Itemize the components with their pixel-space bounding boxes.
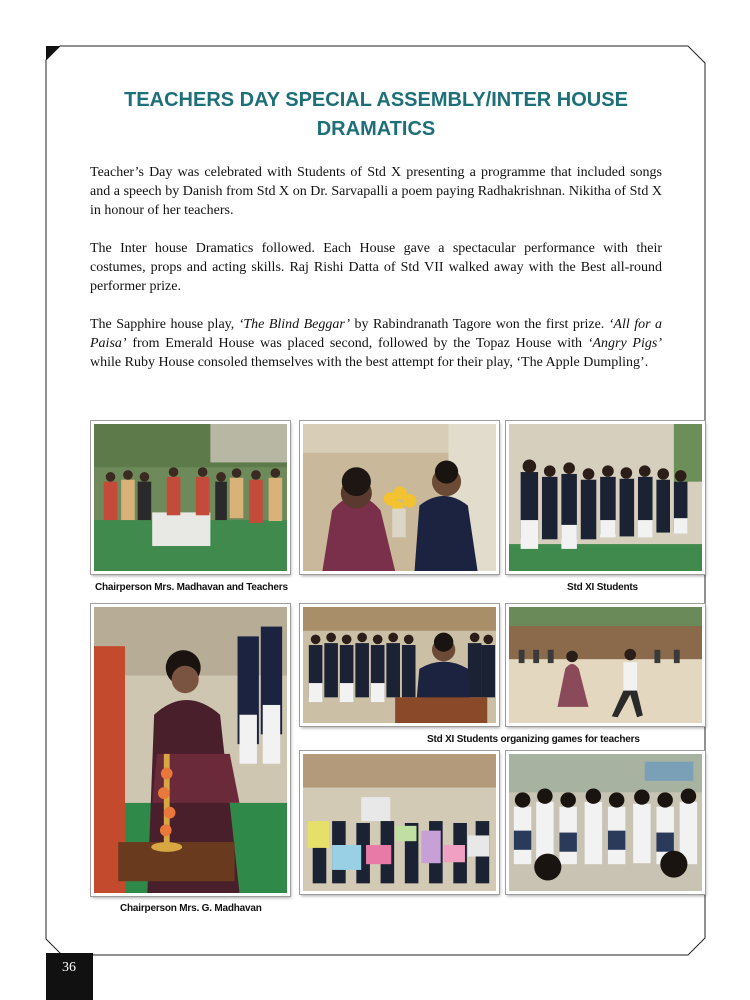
photo-std-xi-students	[506, 421, 705, 574]
page-title: TEACHERS DAY SPECIAL ASSEMBLY/INTER HOUSE DRAMATICS	[124, 89, 628, 140]
results-text-2: by Rabindranath Tagore won the first prize.	[350, 317, 609, 332]
photo-students-crowd	[506, 751, 705, 894]
play-title-all-for-a-paisa: ‘All for a Paisa’	[90, 317, 663, 351]
paragraph-dramatics: The Inter house Dramatics followed. Each House gave a spectacular performance with their costumes, props and acting skills. Raj Rishi Datta of Std VII walked away with the Best all-round performer prize.	[90, 241, 662, 294]
results-text-3: from Emerald House was placed second, followed by the Topaz House with	[126, 336, 588, 351]
photo-games-for-teachers	[506, 604, 705, 726]
photo-placards	[300, 751, 499, 894]
paragraph-teachers-day: Teacher’s Day was celebrated with Students of Std X presenting a programme that included songs and a speech by Danish from Std X on Dr. Sarvapalli a poem paying Radhakrishnan. Nikitha of Std X in honour of her teachers.	[90, 165, 662, 218]
play-title-angry-pigs: ‘Angry Pigs’	[587, 336, 662, 351]
play-title-blind-beggar: ‘The Blind Beggar’	[238, 317, 351, 332]
results-text-4: while Ruby House consoled themselves with the best attempt for their play, ‘The Apple Dumpling’.	[90, 355, 649, 370]
photo-students-podium	[300, 604, 499, 726]
caption-games-for-teachers: Std XI Students organizing games for teachers	[427, 734, 640, 745]
caption-std-xi-students: Std XI Students	[567, 582, 638, 593]
caption-chairperson-lamp: Chairperson Mrs. G. Madhavan	[120, 903, 262, 914]
photo-flower-presentation	[300, 421, 499, 574]
page-number: 36	[62, 960, 76, 975]
caption-chairperson-teachers: Chairperson Mrs. Madhavan and Teachers	[95, 582, 288, 593]
results-text-1: The Sapphire house play,	[90, 317, 239, 332]
paragraph-results	[90, 315, 662, 372]
photo-lamp-lighting	[91, 604, 290, 896]
photo-chairperson-teachers	[91, 421, 290, 574]
